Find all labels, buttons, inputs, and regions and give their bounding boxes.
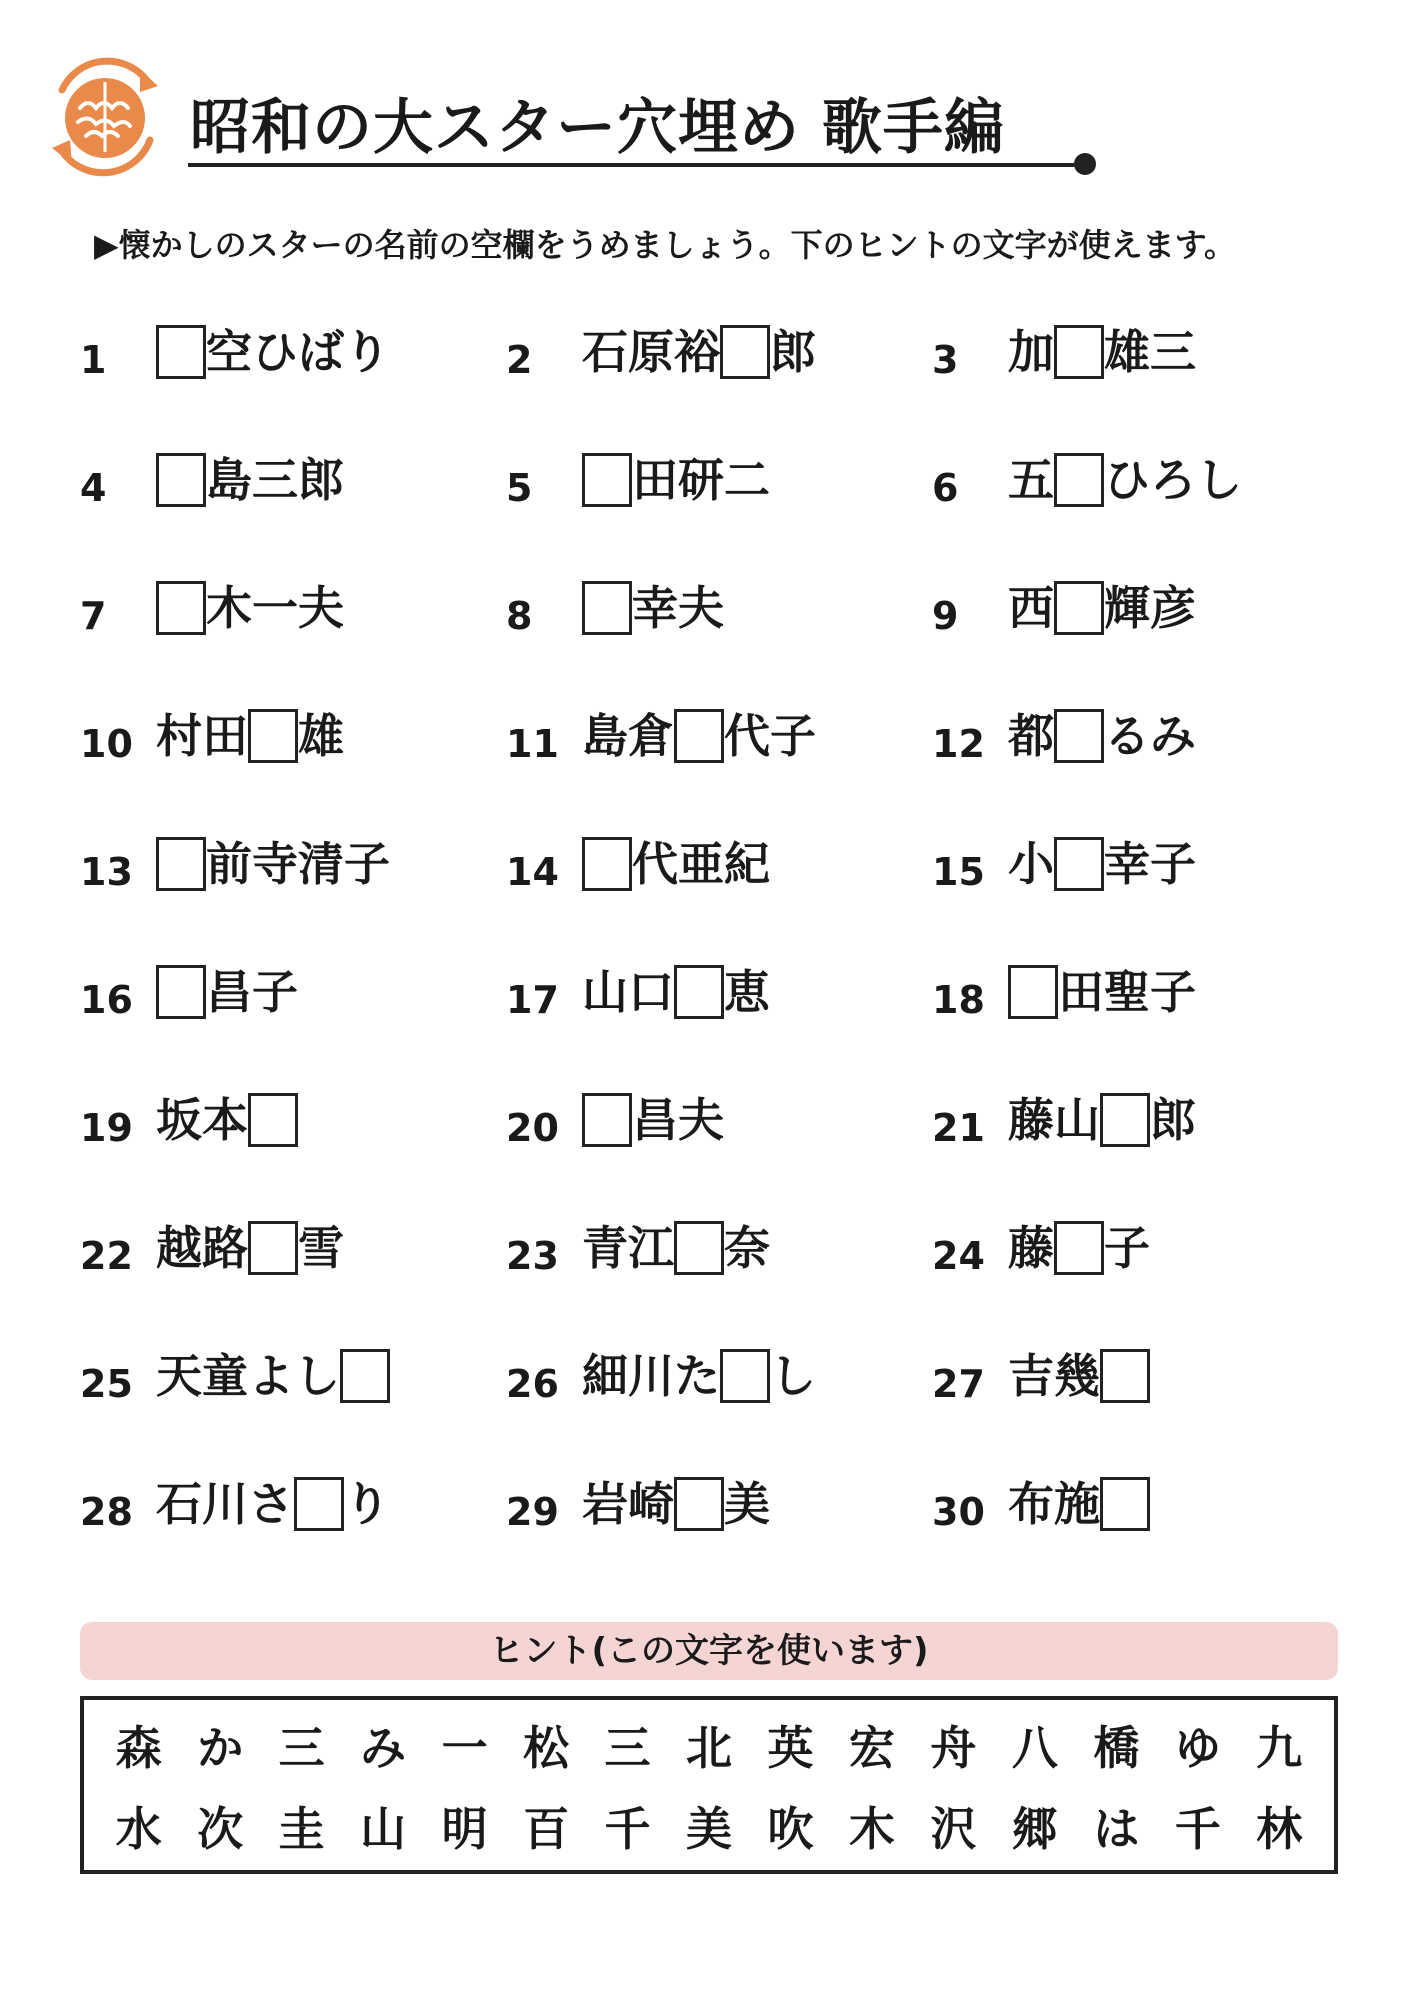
hint-character: 千 <box>604 1801 651 1856</box>
answer-blank[interactable] <box>720 1349 770 1403</box>
hint-character: 次 <box>197 1801 244 1856</box>
hint-character: 郷 <box>1011 1801 1058 1856</box>
answer-blank[interactable] <box>340 1349 390 1403</box>
answer-blank[interactable] <box>248 1221 298 1275</box>
question-number: 2 <box>506 338 533 382</box>
name-part-after: ひろし <box>1104 453 1242 507</box>
name-part-before: 石川さ <box>156 1477 294 1531</box>
name-part-after: 美 <box>724 1477 770 1531</box>
name-part-before: 西 <box>1008 581 1054 635</box>
name-part-after: 子 <box>1104 1221 1150 1275</box>
question-item <box>506 702 932 770</box>
answer-blank[interactable] <box>1054 709 1104 763</box>
question-number: 4 <box>80 466 107 510</box>
question-number: 6 <box>932 466 959 510</box>
question-item <box>506 1470 932 1538</box>
answer-blank[interactable] <box>1100 1349 1150 1403</box>
answer-blank[interactable] <box>1100 1093 1150 1147</box>
name-part-after: 輝彦 <box>1104 581 1196 635</box>
question-number: 13 <box>80 850 133 894</box>
name-part-before: 島倉 <box>582 709 674 763</box>
hint-character: 百 <box>523 1801 570 1856</box>
name-part-after: し <box>770 1349 816 1403</box>
question-number: 26 <box>506 1362 559 1406</box>
question-item <box>506 446 932 514</box>
question-item <box>932 1470 1358 1538</box>
hint-character: 北 <box>685 1720 732 1775</box>
answer-blank[interactable] <box>1100 1477 1150 1531</box>
question-item <box>80 574 506 642</box>
hint-character: は <box>1093 1801 1140 1856</box>
answer-blank[interactable] <box>156 837 206 891</box>
question-number: 14 <box>506 850 559 894</box>
question-number: 24 <box>932 1234 985 1278</box>
title-underline <box>188 163 1086 167</box>
question-item <box>506 1086 932 1154</box>
question-item <box>80 446 506 514</box>
hint-character: 松 <box>523 1720 570 1775</box>
question-number: 27 <box>932 1362 985 1406</box>
answer-blank[interactable] <box>582 453 632 507</box>
name-part-after: 代亜紀 <box>632 837 770 891</box>
name-part-before: 布施 <box>1008 1477 1100 1531</box>
brain-refresh-icon <box>36 52 174 182</box>
question-number: 25 <box>80 1362 133 1406</box>
name-part-after: 郎 <box>770 325 816 379</box>
name-part-before: 加 <box>1008 325 1054 379</box>
answer-blank[interactable] <box>1054 453 1104 507</box>
question-item <box>932 574 1358 642</box>
name-part-before: 小 <box>1008 837 1054 891</box>
question-number: 18 <box>932 978 985 1022</box>
question-number: 9 <box>932 594 959 638</box>
title-underline-dot <box>1074 153 1096 175</box>
name-part-after: り <box>344 1477 390 1531</box>
question-item <box>932 1342 1358 1410</box>
name-part-after: 雄 <box>298 709 344 763</box>
name-part-after: 郎 <box>1150 1093 1196 1147</box>
answer-blank[interactable] <box>1008 965 1058 1019</box>
name-part-after: 島三郎 <box>206 453 344 507</box>
question-number: 7 <box>80 594 107 638</box>
name-part-after: 恵 <box>724 965 770 1019</box>
name-part-after: 田聖子 <box>1058 965 1196 1019</box>
hint-character: 美 <box>685 1801 732 1856</box>
question-item <box>932 1086 1358 1154</box>
name-part-after: 田研二 <box>632 453 770 507</box>
hint-box <box>80 1696 1338 1874</box>
name-part-before: 村田 <box>156 709 248 763</box>
question-number: 20 <box>506 1106 559 1150</box>
name-part-after: るみ <box>1104 709 1196 763</box>
name-part-before: 藤 <box>1008 1221 1054 1275</box>
question-number: 8 <box>506 594 533 638</box>
question-number: 29 <box>506 1490 559 1534</box>
question-number: 30 <box>932 1490 985 1534</box>
name-part-before: 越路 <box>156 1221 248 1275</box>
question-item <box>932 958 1358 1026</box>
hint-character: 舟 <box>930 1720 977 1775</box>
question-number: 10 <box>80 722 133 766</box>
name-part-after: 空ひばり <box>206 325 390 379</box>
question-number: 17 <box>506 978 559 1022</box>
hint-character: 森 <box>115 1720 162 1775</box>
name-part-before: 山口 <box>582 965 674 1019</box>
name-part-after: 雪 <box>298 1221 344 1275</box>
hint-character: 明 <box>441 1801 488 1856</box>
answer-blank[interactable] <box>156 581 206 635</box>
answer-blank[interactable] <box>294 1477 344 1531</box>
page-title: 昭和の大スター穴埋め 歌手編 <box>190 93 1005 163</box>
name-part-after: 昌子 <box>206 965 298 1019</box>
hint-character: 英 <box>767 1720 814 1775</box>
hint-character: 吹 <box>767 1801 814 1856</box>
name-part-before: 都 <box>1008 709 1054 763</box>
question-number: 28 <box>80 1490 133 1534</box>
question-number: 1 <box>80 338 107 382</box>
answer-blank[interactable] <box>248 1093 298 1147</box>
answer-blank[interactable] <box>582 1093 632 1147</box>
question-item <box>80 1214 506 1282</box>
hint-character: 木 <box>848 1801 895 1856</box>
question-item <box>506 1214 932 1282</box>
question-item <box>932 446 1358 514</box>
question-item <box>506 830 932 898</box>
hint-character: 一 <box>441 1720 488 1775</box>
answer-blank[interactable] <box>674 1477 724 1531</box>
name-part-before: 藤山 <box>1008 1093 1100 1147</box>
question-item <box>80 1086 506 1154</box>
name-part-after: 奈 <box>724 1221 770 1275</box>
question-number: 22 <box>80 1234 133 1278</box>
question-item <box>932 830 1358 898</box>
answer-blank[interactable] <box>1054 837 1104 891</box>
hint-character: 沢 <box>930 1801 977 1856</box>
name-part-after: 幸子 <box>1104 837 1196 891</box>
name-part-before: 石原裕 <box>582 325 720 379</box>
name-part-before: 吉幾 <box>1008 1349 1100 1403</box>
question-number: 12 <box>932 722 985 766</box>
hint-character: 宏 <box>848 1720 895 1775</box>
question-item <box>80 1470 506 1538</box>
question-item <box>80 318 506 386</box>
question-number: 5 <box>506 466 533 510</box>
question-number: 16 <box>80 978 133 1022</box>
answer-blank[interactable] <box>1054 1221 1104 1275</box>
hint-character: 林 <box>1256 1801 1303 1856</box>
name-part-after: 前寺清子 <box>206 837 390 891</box>
question-number: 23 <box>506 1234 559 1278</box>
answer-blank[interactable] <box>1054 325 1104 379</box>
hint-character: ゆ <box>1174 1720 1221 1775</box>
answer-blank[interactable] <box>582 837 632 891</box>
name-part-before: 岩崎 <box>582 1477 674 1531</box>
hint-character: 九 <box>1256 1720 1303 1775</box>
question-item <box>506 958 932 1026</box>
answer-blank[interactable] <box>248 709 298 763</box>
name-part-before: 天童よし <box>156 1349 340 1403</box>
question-item <box>80 830 506 898</box>
question-item <box>932 1214 1358 1282</box>
question-number: 21 <box>932 1106 985 1150</box>
question-item <box>932 318 1358 386</box>
name-part-before: 坂本 <box>156 1093 248 1147</box>
hint-character: 水 <box>115 1801 162 1856</box>
question-grid <box>80 318 1370 1598</box>
hint-character: 山 <box>360 1801 407 1856</box>
hint-character: 千 <box>1174 1801 1221 1856</box>
answer-blank[interactable] <box>720 325 770 379</box>
name-part-after: 代子 <box>724 709 816 763</box>
question-item <box>80 958 506 1026</box>
answer-blank[interactable] <box>1054 581 1104 635</box>
question-item <box>506 318 932 386</box>
question-number: 3 <box>932 338 959 382</box>
question-item <box>506 1342 932 1410</box>
question-item <box>932 702 1358 770</box>
hint-character: 橋 <box>1093 1720 1140 1775</box>
question-item <box>506 574 932 642</box>
question-item <box>80 1342 506 1410</box>
hint-character: 圭 <box>278 1801 325 1856</box>
name-part-after: 雄三 <box>1104 325 1196 379</box>
answer-blank[interactable] <box>674 1221 724 1275</box>
hint-character: 三 <box>604 1720 651 1775</box>
name-part-after: 木一夫 <box>206 581 344 635</box>
answer-blank[interactable] <box>582 581 632 635</box>
question-number: 15 <box>932 850 985 894</box>
instruction-text: ▶懐かしのスターの名前の空欄をうめましょう。下のヒントの文字が使えます。 <box>94 226 1237 264</box>
hint-character: み <box>360 1720 407 1775</box>
answer-blank[interactable] <box>156 325 206 379</box>
hint-character: 八 <box>1011 1720 1058 1775</box>
hint-character: か <box>197 1720 244 1775</box>
answer-blank[interactable] <box>674 965 724 1019</box>
hint-character: 三 <box>278 1720 325 1775</box>
answer-blank[interactable] <box>674 709 724 763</box>
name-part-before: 細川た <box>582 1349 720 1403</box>
name-part-after: 昌夫 <box>632 1093 724 1147</box>
name-part-before: 青江 <box>582 1221 674 1275</box>
question-number: 11 <box>506 722 559 766</box>
question-item <box>80 702 506 770</box>
name-part-before: 五 <box>1008 453 1054 507</box>
hint-header: ヒント(この文字を使います) <box>80 1622 1338 1680</box>
question-number: 19 <box>80 1106 133 1150</box>
answer-blank[interactable] <box>156 453 206 507</box>
name-part-after: 幸夫 <box>632 581 724 635</box>
answer-blank[interactable] <box>156 965 206 1019</box>
